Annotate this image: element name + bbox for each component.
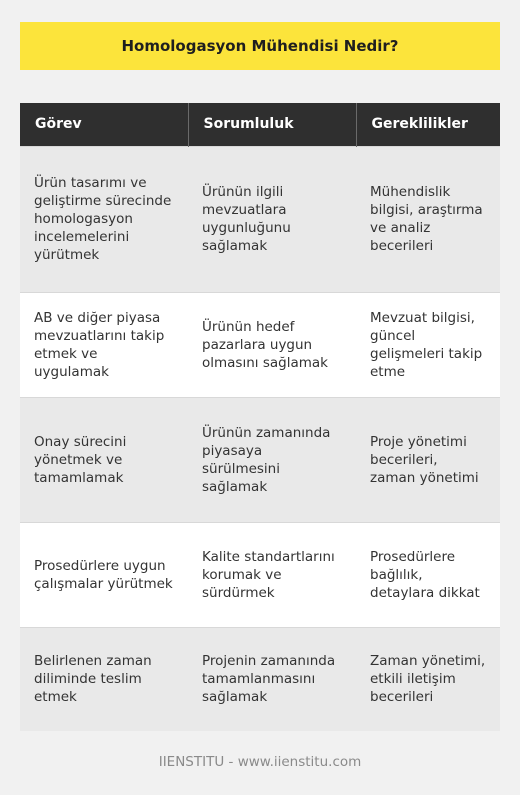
table-row [20,522,500,627]
table-cell: Kalite standartlarını korumak ve sürdürmek [188,522,356,627]
table-cell: Zaman yönetimi, etkili iletişim becerileri [356,627,500,731]
table-row [20,627,500,731]
footer-credit: IIENSTITU - www.iienstitu.com [158,754,362,770]
table-cell: Ürünün zamanında piyasaya sürülmesini sağlamak [188,397,356,522]
header-gorev: Görev [20,103,188,146]
table-cell: Mühendislik bilgisi, araştırma ve analiz becerileri [356,146,500,292]
table-cell: Prosedürlere uygun çalışmalar yürütmek [20,522,188,627]
table-cell: Mevzuat bilgisi, güncel gelişmeleri takip etme [356,292,500,397]
table-row [20,397,500,522]
title-banner [20,22,500,70]
table-row [20,146,500,292]
duties-table [20,103,500,731]
table-row [20,292,500,397]
table-cell: Ürün tasarımı ve geliştirme sürecinde homologasyon incelemelerini yürütmek [20,146,188,292]
table-cell: Proje yönetimi becerileri, zaman yönetimi [356,397,500,522]
table-cell: Belirlenen zaman diliminde teslim etmek [20,627,188,731]
table-cell: Prosedürlere bağlılık, detaylara dikkat [356,522,500,627]
table-cell: Projenin zamanında tamamlanmasını sağlamak [188,627,356,731]
table-cell: Ürünün ilgili mevzuatlara uygunluğunu sağlamak [188,146,356,292]
table-header-row [20,103,500,146]
header-sorumluluk: Sorumluluk [188,103,356,146]
table-cell: AB ve diğer piyasa mevzuatlarını takip etmek ve uygulamak [20,292,188,397]
table-cell: Onay sürecini yönetmek ve tamamlamak [20,397,188,522]
page-title: Homologasyon Mühendisi Nedir? [121,37,399,55]
header-gereklilikler: Gereklilikler [356,103,500,146]
table-cell: Ürünün hedef pazarlara uygun olmasını sağlamak [188,292,356,397]
